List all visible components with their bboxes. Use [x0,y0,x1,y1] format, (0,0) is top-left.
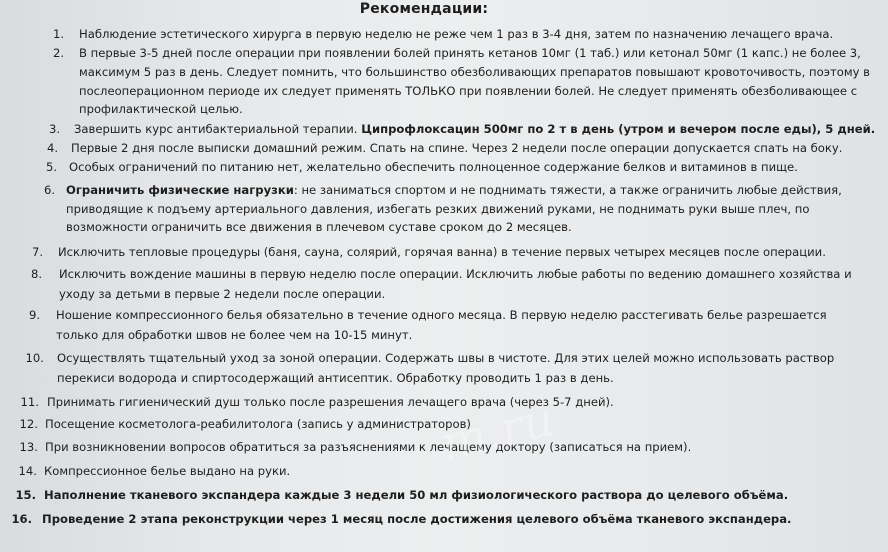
item-text: только для обработки швов не более чем на 10-15 минут. [56,328,413,342]
item-text [66,181,842,199]
item-number: 16. [11,512,32,526]
item-number: 11. [20,395,39,409]
item-text: Компрессионное белье выдано на руки. [44,464,291,478]
item-text: При возникновении вопросов обратиться за разъяснениями к лечащему доктору (записаться на прием). [45,440,692,454]
item-text: Ношение компрессионного белья обязательно в течение одного месяца. В первую неделю расстегивать белье разрешается [56,308,827,322]
item-number: 10. [25,351,44,365]
item-text: уходу за детьми в первые 2 недели после операции. [59,287,386,301]
item-text-plain: : не заниматься спортом и не поднимать тяжести, а также ограничить любые действия, [293,183,842,197]
item-text: Осуществлять тщательный уход за зоной операции. Содержать швы в чистоте. Для этих целей можно использовать раствор [57,351,835,365]
item-text: Первые 2 дня после выписки домашний режим. Спать на спине. Через 2 недели после операции допускается спать на боку. [71,141,843,155]
item-text: Принимать гигиенический душ только после разрешения лечащего врача (через 5-7 дней). [47,395,614,409]
item-text: послеоперационном периоде их следует применять ТОЛЬКО при появлении болей. Не следует применять обезболивающее с [79,84,858,98]
item-text: максимум 5 раз в день. Следует помнить, что большинство обезболивающих препаратов повышают кровоточивость, поэтому в [79,65,871,79]
item-text: профилактической целью. [79,102,243,116]
item-text: возможности ограничить все движения в плечевом суставе сроком до 2 месяцев. [66,220,572,234]
page-title: Рекомендации: [359,1,489,17]
item-number: 9. [28,308,40,322]
item-text-bold: Ограничить физические нагрузки [66,183,294,197]
item-text: Исключить вождение машины в первую неделю после операции. Исключить любые работы по ведению домашнего хозяйства и [59,267,852,281]
item-text: Наблюдение эстетического хирурга в первую неделю не реже чем 1 раз в 3-4 дня, затем по назначению лечащего врача. [79,27,834,41]
item-number: 7. [31,245,43,259]
item-text: Посещение косметолога-реабилитолога (запись у администраторов) [45,417,471,431]
watermark: m.ru [434,390,560,474]
item-number: 4. [46,141,58,155]
item-number: 13. [19,440,38,454]
item-text [74,120,875,138]
item-number: 12. [19,417,38,431]
item-number: 3. [48,122,60,136]
item-text: Наполнение тканевого экспандера каждые 3 недели 50 мл физиологического раствора до целевого объёма. [44,488,789,502]
item-number: 15. [15,488,36,502]
item-text: Особых ограничений по питанию нет, желательно обеспечить полноценное содержание белков и витаминов в пище. [69,160,798,174]
item-text-plain: Завершить курс антибактериальной терапии. [74,122,362,136]
item-text: перекиси водорода и спиртосодержащий антисептик. Обработку проводить 1 раз в день. [57,371,614,385]
item-number: 8. [30,267,42,281]
item-text-bold: Ципрофлоксацин 500мг по 2 т в день (утром и вечером после еды), 5 дней. [361,122,876,136]
item-text: Исключить тепловые процедуры (баня, сауна, солярий, горячая ванна) в течение первых четырех месяцев после операции. [58,245,826,259]
item-text: Проведение 2 этапа реконструкции через 1 месяц после достижения целевого объёма тканевого экспандера. [42,512,792,526]
item-number: 14. [18,464,37,478]
item-text: В первые 3-5 дней после операции при появлении болей принять кетанов 10мг (1 таб.) или кетонал 50мг (1 капс.) не более 3, [79,46,861,60]
item-number: 1. [52,27,64,41]
item-number: 2. [52,46,64,60]
item-text: приводящие к подъему артериального давления, избегать резких движений руками, не поднимать руки выше плеч, по [66,202,810,216]
item-number: 5. [45,160,57,174]
item-number: 6. [43,183,55,197]
